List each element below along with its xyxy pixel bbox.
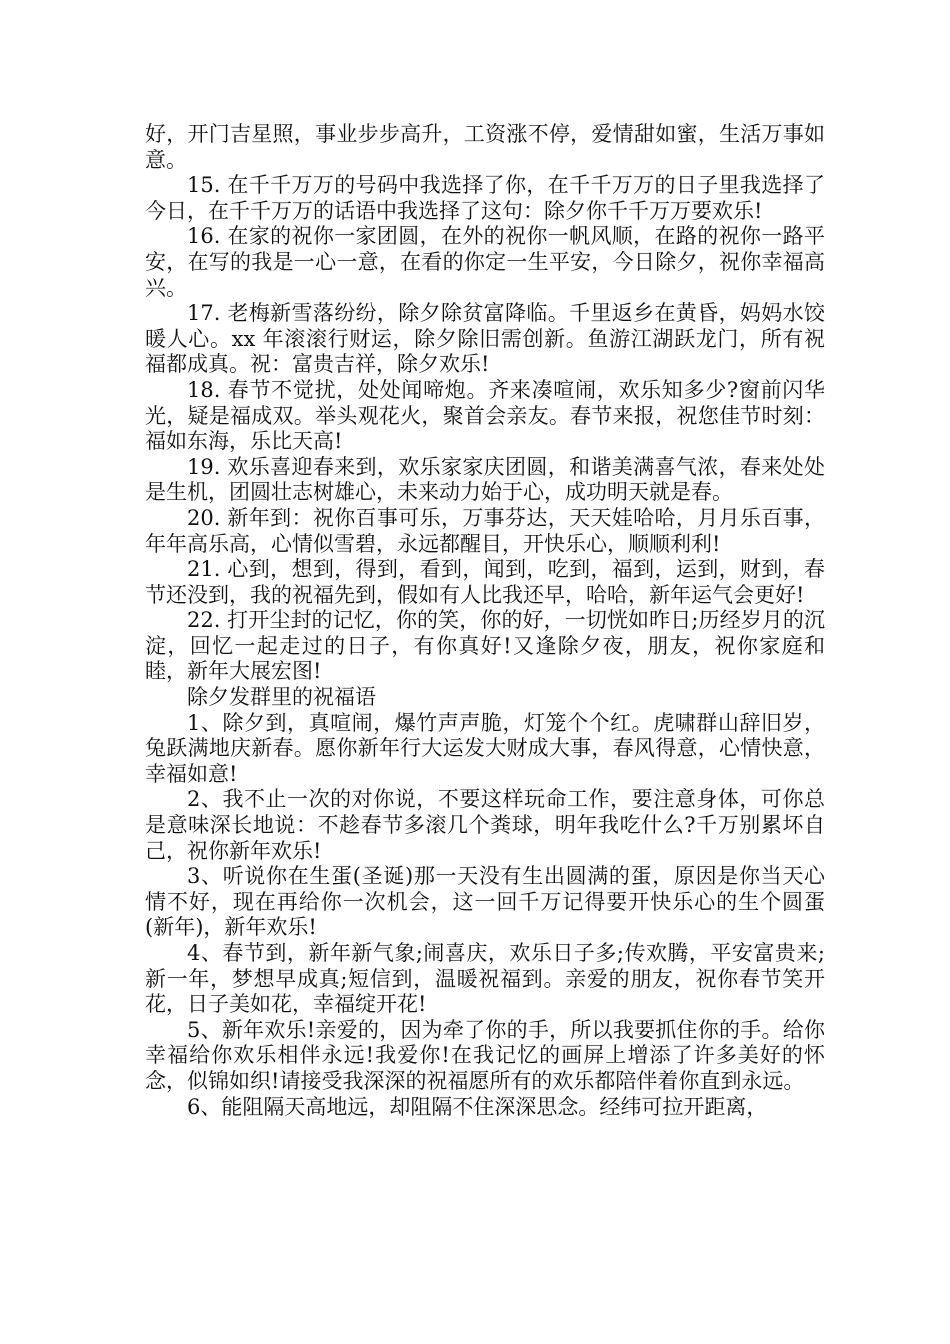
section-paragraph-4: 4、春节到，新年新气象;闹喜庆，欢乐日子多;传欢腾，平安富贵来;新一年，梦想早成真;短信到，温暖祝福到。亲爱的朋友，祝你春节笑开花，日子美如花，幸福绽开花! — [145, 941, 825, 1017]
section-heading: 除夕发群里的祝福语 — [187, 685, 376, 710]
paragraph-16: 16. 在家的祝你一家团圆，在外的祝你一帆风顺，在路的祝你一路平安，在写的我是一心一意，在看的你定一生平安，今日除夕，祝你幸福高兴。 — [145, 224, 825, 300]
paragraph-18: 18. 春节不觉扰，处处闻啼炮。齐来凑喧闹，欢乐知多少?窗前闪华光，疑是福成双。举头观花火，聚首会亲友。春节来报，祝您佳节时刻：福如东海，乐比天高! — [145, 377, 825, 454]
section-paragraph-6: 6、能阻隔天高地远，却阻隔不住深深思念。经纬可拉开距离， — [187, 1094, 768, 1119]
section-paragraph-3: 3、听说你在生蛋(圣诞)那一天没有生出圆满的蛋，原因是你当天心情不好，现在再给你一次机会，这一回千万记得要开快乐心的生个圆蛋(新年)，新年欢乐! — [145, 864, 825, 940]
paragraph-20: 20. 新年到：祝你百事可乐，万事芬达，天天娃哈哈，月月乐百事，年年高乐高，心情似雪碧，永远都醒目，开快乐心，顺顺利利! — [145, 505, 825, 556]
paragraph-continued: 好，开门吉星照，事业步步高升，工资涨不停，爱情甜如蜜，生活万事如意。 — [145, 122, 825, 172]
document-page — [145, 122, 825, 1120]
paragraph-21: 21. 心到，想到，得到，看到，闻到，吃到，福到，运到，财到，春节还没到，我的祝福先到，假如有人比我还早，哈哈，新年运气会更好! — [145, 557, 825, 607]
paragraph-15: 15. 在千千万万的号码中我选择了你，在千千万万的日子里我选择了今日，在千千万万的话语中我选择了这句：除夕你千千万万要欢乐! — [145, 173, 825, 223]
section-paragraph-1: 1、除夕到，真喧闹，爆竹声声脆，灯笼个个红。虎啸群山辞旧岁，兔跃满地庆新春。愿你新年行大运发大财成大事，春风得意，心情快意，幸福如意! — [145, 710, 825, 786]
section-paragraph-5: 5、新年欢乐!亲爱的，因为牵了你的手，所以我要抓住你的手。给你幸福给你欢乐相伴永远!我爱你!在我记忆的画屏上增添了许多美好的怀念，似锦如织!请接受我深深的祝福愿所有的欢乐都陪伴着你直到永远。 — [145, 1017, 825, 1093]
paragraph-19: 19. 欢乐喜迎春来到，欢乐家家庆团圆，和谐美满喜气浓，春来处处是生机，团圆壮志树雄心，未来动力始于心，成功明天就是春。 — [145, 454, 825, 505]
section-paragraph-2: 2、我不止一次的对你说，不要这样玩命工作，要注意身体，可你总是意味深长地说：不趁春节多滚几个粪球，明年我吃什么?千万别累坏自己，祝你新年欢乐! — [145, 787, 825, 863]
paragraph-17: 17. 老梅新雪落纷纷，除夕除贫富降临。千里返乡在黄昏，妈妈水饺暖人心。xx 年滚滚行财运，除夕除旧需创新。鱼游江湖跃龙门，所有祝福都成真。祝：富贵吉祥，除夕欢乐! — [145, 301, 825, 377]
paragraph-22: 22. 打开尘封的记忆，你的笑，你的好，一切恍如昨日;历经岁月的沉淀，回忆一起走过的日子，有你真好!又逢除夕夜，朋友，祝你家庭和睦，新年大展宏图! — [145, 608, 825, 684]
